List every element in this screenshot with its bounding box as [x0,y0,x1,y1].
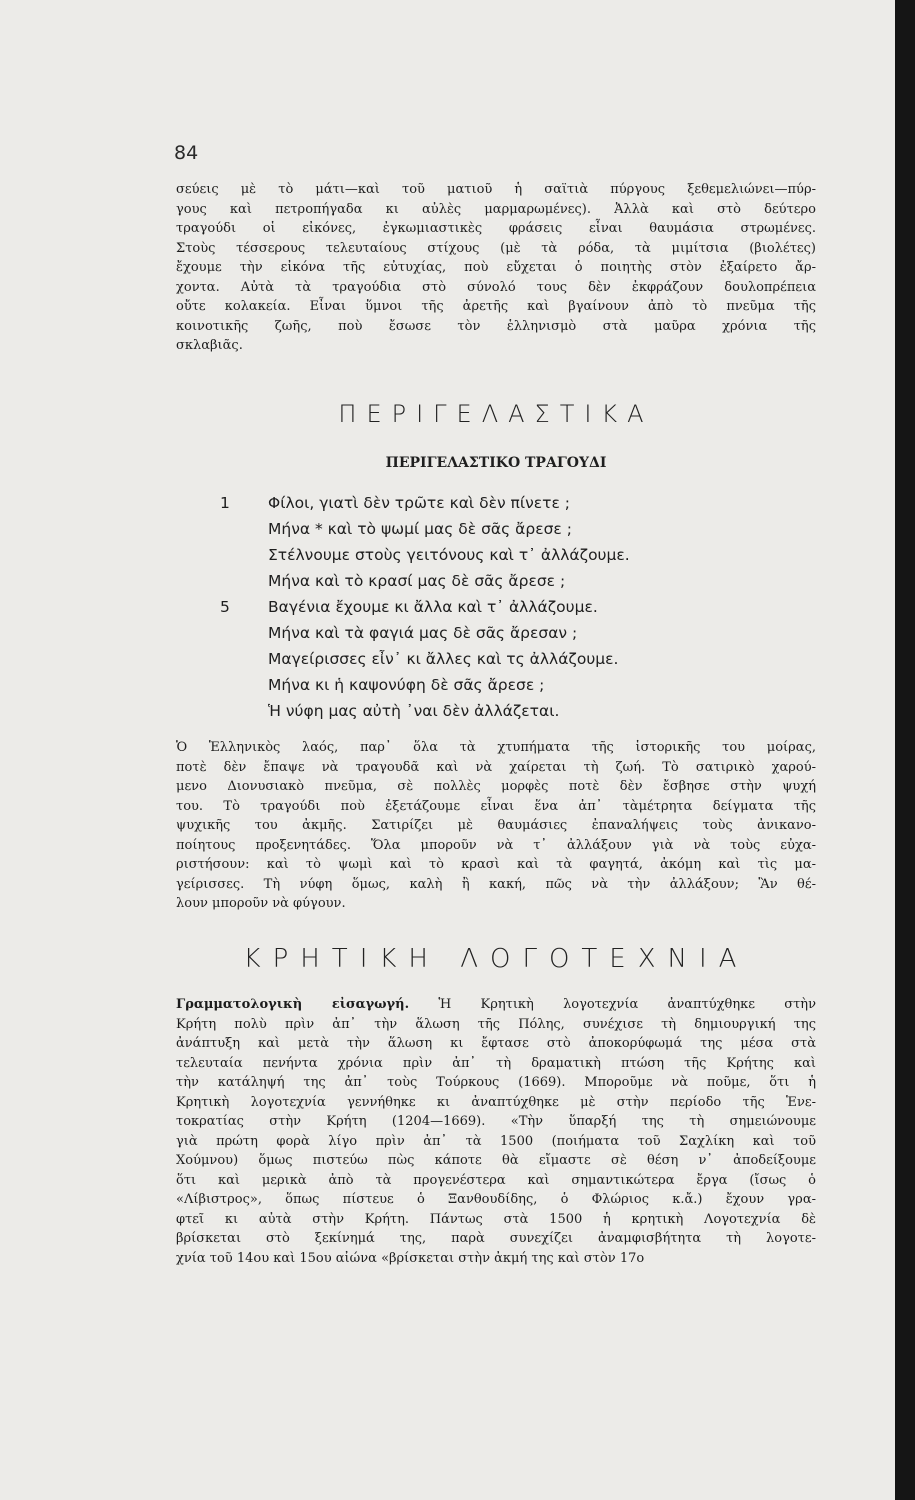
text-line: βρίσκεται στὸ ξεκίνημά της, παρὰ συνεχίζει ἀναμφισβήτητα τὴ λογοτε- [176,1231,816,1246]
cretan-literature-paragraph [176,995,816,1268]
text-line: τοκρατίας στὴν Κρήτη (1204—1669). «Τὴν ὕπαρξή της τὴ σημειώνουμε [176,1114,816,1129]
poem-verse [220,646,720,672]
text-line: Στοὺς τέσσερους τελευταίους στίχους (μὲ τὰ ρόδα, τὰ μιμίτσια (βιολέτες) [176,240,816,256]
poem-verse [220,594,720,620]
text-line: του. Τὸ τραγούδι ποὺ ἐξετάζουμε εἶναι ἕνα ἀπ᾽ τὰμέτρητα δείγματα τῆς [176,798,816,814]
verse-number: 1 [220,494,230,512]
poem-title: ΠΕΡΙΓΕΛΑΣΤΙΚΟ ΤΡΑΓΟΥΔΙ [385,455,607,471]
section-heading-perigelastika: ΠΕΡΙΓΕΛΑΣΤΙΚΑ [338,400,654,428]
text-line: Ὁ Ἑλληνικὸς λαός, παρ᾽ ὅλα τὰ χτυπήματα τῆς ἱστορικῆς του μοίρας, [176,740,816,755]
text-line: μενο Διονυσιακὸ πνεῦμα, σὲ πολλὲς μορφὲς ποτὲ δὲν ἔσβησε στὴν ψυχή [176,779,816,794]
poem-verse [220,490,720,516]
verse-text: Μήνα καὶ τὸ κρασί μας δὲ σᾶς ἄρεσε ; [268,572,566,590]
text-line: ποτὲ δὲν ἔπαψε νὰ τραγουδᾶ καὶ νὰ χαίρεται τὴ ζωή. Τὸ σατιρικὸ χαρού- [176,759,816,775]
verse-number: 5 [220,598,230,616]
lead-term: Γραμματολογικὴ εἰσαγωγή. [176,997,410,1012]
verse-text: Φίλοι, γιατὶ δὲν τρῶτε καὶ δὲν πίνετε ; [268,494,571,512]
text-line [176,995,816,1015]
text-line: ριστήσουν: καὶ τὸ ψωμὶ καὶ τὸ κρασὶ καὶ τὰ φαγητά, ἀκόμη καὶ τὶς μα- [176,857,816,872]
text-line: λουν μποροῦν νὰ φύγουν. [176,896,346,911]
poem-verse [220,568,720,594]
intro-paragraph [176,180,816,356]
scan-border [895,0,915,1500]
text-line: τὴν κατάληψή της ἀπ᾽ τοὺς Τούρκους (1669). Μποροῦμε νὰ ποῦμε, ὅτι ἡ [176,1075,816,1090]
verse-text: Στέλνουμε στοὺς γειτόνους καὶ τ᾽ ἀλλάζουμε. [268,546,630,564]
verse-text: Μαγείρισσες εἶν᾽ κι ἄλλες καὶ τς ἀλλάζουμε. [268,650,619,668]
text-line: ἀνάπτυξη καὶ μετὰ τὴν ἅλωση κι ἔφτασε στὸ ἀποκορύφωμά της μέσα στὰ [176,1036,816,1051]
text-line-rest: Ἡ Κρητικὴ λογοτεχνία ἀναπτύχθηκε στὴν [409,997,816,1012]
text-line: σεύεις μὲ τὸ μάτι—καὶ τοῦ ματιοῦ ἡ σαϊτιὰ πύργους ξεθεμελιώνει—πύρ- [176,182,816,197]
text-line: κοινοτικῆς ζωῆς, ποὺ ἔσωσε τὸν ἑλληνισμὸ στὰ μαῦρα χρόνια τῆς [176,318,816,334]
text-line: χνία τοῦ 14ου καὶ 15ου αἰώνα «βρίσκεται στὴν ἀκμή της καὶ στὸν 17ο [176,1250,645,1266]
verse-text: Μήνα κι ἡ καψονύφη δὲ σᾶς ἄρεσε ; [268,676,545,694]
text-line: χοντα. Αὐτὰ τὰ τραγούδια στὸ σύνολό τους δὲν ἐκφράζουν δουλοπρέπεια [176,279,816,295]
text-line: ὅτι καὶ μερικὰ ἀπὸ τὰ προγενέστερα καὶ σημαντικώτερα ἔργα (ἴσως ὁ [176,1172,816,1188]
verse-text: Μήνα * καὶ τὸ ψωμί μας δὲ σᾶς ἄρεσε ; [268,520,572,538]
text-line: «Λίβιστρος», ὅπως πίστευε ὁ Ξανθουδίδης, ὁ Φλώριος κ.ἄ.) ἔχουν γρα- [176,1192,816,1207]
text-line: Κρητικὴ λογοτεχνία γεννήθηκε κι ἀναπτύχθηκε μὲ στὴν περίοδο τῆς Ἑνε- [176,1094,816,1110]
poem-verse [220,620,720,646]
text-line: Κρήτη πολὺ πρὶν ἀπ᾽ τὴν ἅλωση τῆς Πόλης, συνέχισε τὴ δημιουργική της [176,1016,816,1032]
poem-verse [220,672,720,698]
text-line: οὔτε κολακεία. Εἶναι ὕμνοι τῆς ἀρετῆς καὶ βγαίνουν ἀπὸ τὸ πνεῦμα τῆς [176,299,816,314]
poem-verse [220,542,720,568]
text-line: σκλαβιᾶς. [176,338,243,353]
poem-verse [220,698,720,724]
text-line: ἔχουμε τὴν εἰκόνα τῆς εὐτυχίας, ποὺ εὔχεται ὁ ποιητὴς στὸν ἐξαίρετο ἄρ- [176,260,816,275]
verse-text: Ἡ νύφη μας αὐτὴ ᾽ναι δὲν ἀλλάζεται. [268,702,560,720]
text-line: ποίητους προξενητάδες. Ὅλα μποροῦν νὰ τ᾽ ἀλλάξουν γιὰ νὰ τοὺς εὐχα- [176,837,816,853]
text-line: ψυχικῆς του ἀκμῆς. Σατιρίζει μὲ θαυμάσιες ἐπαναλήψεις τοὺς ἀνικανο- [176,818,816,833]
text-line: φτεῖ κι αὐτὰ στὴν Κρήτη. Πάντως στὰ 1500 ἡ κρητικὴ Λογοτεχνία δὲ [176,1211,816,1227]
verse-text: Μήνα καὶ τὰ φαγιά μας δὲ σᾶς ἄρεσαν ; [268,624,578,642]
verse-text: Βαγένια ἔχουμε κι ἄλλα καὶ τ᾽ ἀλλάζουμε. [268,598,598,616]
text-line: γιὰ πρώτη φορὰ λίγο πρὶν ἀπ᾽ τὰ 1500 (ποιήματα τοῦ Σαχλίκη καὶ τοῦ [176,1133,816,1149]
text-line: Χούμνου) ὅμως πιστεύω πὼς κάποτε θὰ εἴμαστε σὲ θέση ν᾽ ἀποδείξουμε [176,1153,816,1168]
text-line: γείρισσες. Τὴ νύφη ὅμως, καλὴ ἢ κακή, πῶς νὰ τὴν ἀλλάξουν; Ἂν θέ- [176,876,816,892]
poem-commentary [176,738,816,914]
text-line: τελευταία πενήντα χρόνια πρὶν ἀπ᾽ τὴ δραματικὴ πτώση τῆς Κρήτης καὶ [176,1055,816,1071]
text-line: γους καὶ πετροπήγαδα κι αὐλὲς μαρμαρωμένες). Ἀλλὰ καὶ στὸ δεύτερο [176,201,816,217]
poem-verse [220,516,720,542]
text-line: τραγούδι οἱ εἰκόνες, ἐγκωμιαστικὲς φράσεις εἶναι θαυμάσια στρωμένες. [176,221,816,236]
section-heading-kritiki-logotexnia: ΚΡΗΤΙΚΗ ΛΟΓΟΤΕΧΝΙΑ [243,944,749,974]
page-number: 84 [174,142,199,164]
poem [220,490,720,724]
